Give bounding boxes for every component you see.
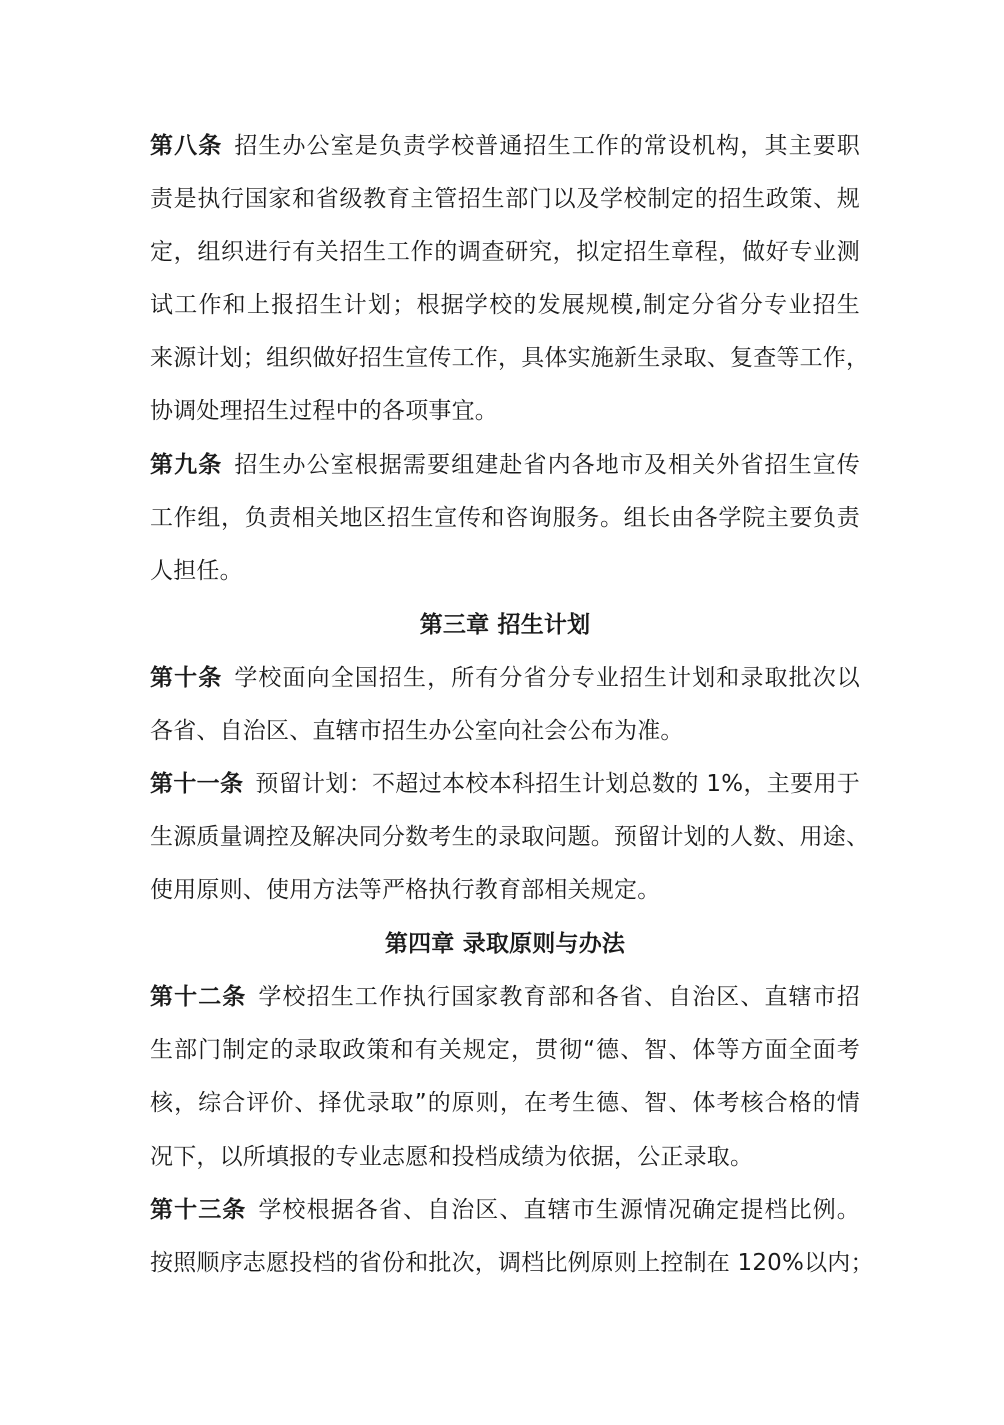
article-9-line-2: 工作组，负责相关地区招生宣传和咨询服务。组长由各学院主要负责 (150, 505, 860, 531)
article-label: 第十二条 (150, 984, 247, 1010)
article-10-line-2: 各省、自治区、直辖市招生办公室向社会公布为准。 (150, 718, 684, 744)
article-text: 学校根据各省、自治区、直辖市生源情况确定提档比例。 (258, 1197, 860, 1223)
article-label: 第十一条 (150, 771, 244, 797)
article-label: 第十条 (150, 665, 223, 691)
article-text: 学校面向全国招生，所有分省分专业招生计划和录取批次以 (234, 665, 861, 691)
chapter-heading: 第四章 录取原则与办法 (384, 931, 626, 957)
article-8-line-6: 协调处理招生过程中的各项事宜。 (150, 398, 498, 424)
article-8-line-1 (150, 120, 860, 173)
article-11-line-1 (150, 758, 860, 811)
article-8-line-3: 定，组织进行有关招生工作的调查研究，拟定招生章程，做好专业测 (150, 239, 860, 265)
article-text: 招生办公室根据需要组建赴省内各地市及相关外省招生宣传 (234, 452, 861, 478)
chapter-heading: 第三章 招生计划 (419, 612, 591, 638)
article-text: 学校招生工作执行国家教育部和各省、自治区、直辖市招 (258, 984, 860, 1010)
article-8-line-2: 责是执行国家和省级教育主管招生部门以及学校制定的招生政策、规 (150, 186, 860, 212)
article-13-line-2: 按照顺序志愿投档的省份和批次，调档比例原则上控制在 120%以内； (150, 1250, 874, 1276)
article-12-line-2: 生部门制定的录取政策和有关规定，贯彻“德、智、体等方面全面考 (150, 1037, 860, 1063)
article-10-line-1 (150, 652, 860, 705)
article-11-line-3: 使用原则、使用方法等严格执行教育部相关规定。 (150, 877, 661, 903)
article-8-line-4: 试工作和上报招生计划；根据学校的发展规模,制定分省分专业招生 (150, 292, 860, 318)
article-12-line-3: 核，综合评价、择优录取”的原则，在考生德、智、体考核合格的情 (150, 1090, 860, 1116)
article-label: 第八条 (150, 133, 223, 159)
article-12-line-4: 况下，以所填报的专业志愿和投档成绩为依据，公正录取。 (150, 1144, 754, 1170)
article-label: 第九条 (150, 452, 223, 478)
article-label: 第十三条 (150, 1197, 247, 1223)
article-12-line-1 (150, 971, 860, 1024)
article-13-line-1 (150, 1184, 860, 1237)
article-11-line-2: 生源质量调控及解决同分数考生的录取问题。预留计划的人数、用途、 (150, 824, 870, 850)
article-text: 招生办公室是负责学校普通招生工作的常设机构，其主要职 (234, 133, 861, 159)
article-8-line-5: 来源计划；组织做好招生宣传工作，具体实施新生录取、复查等工作， (150, 345, 870, 371)
article-9-line-1 (150, 439, 860, 492)
article-9-line-3: 人担任。 (150, 558, 243, 584)
article-text: 预留计划：不超过本校本科招生计划总数的 1%，主要用于 (255, 771, 860, 797)
